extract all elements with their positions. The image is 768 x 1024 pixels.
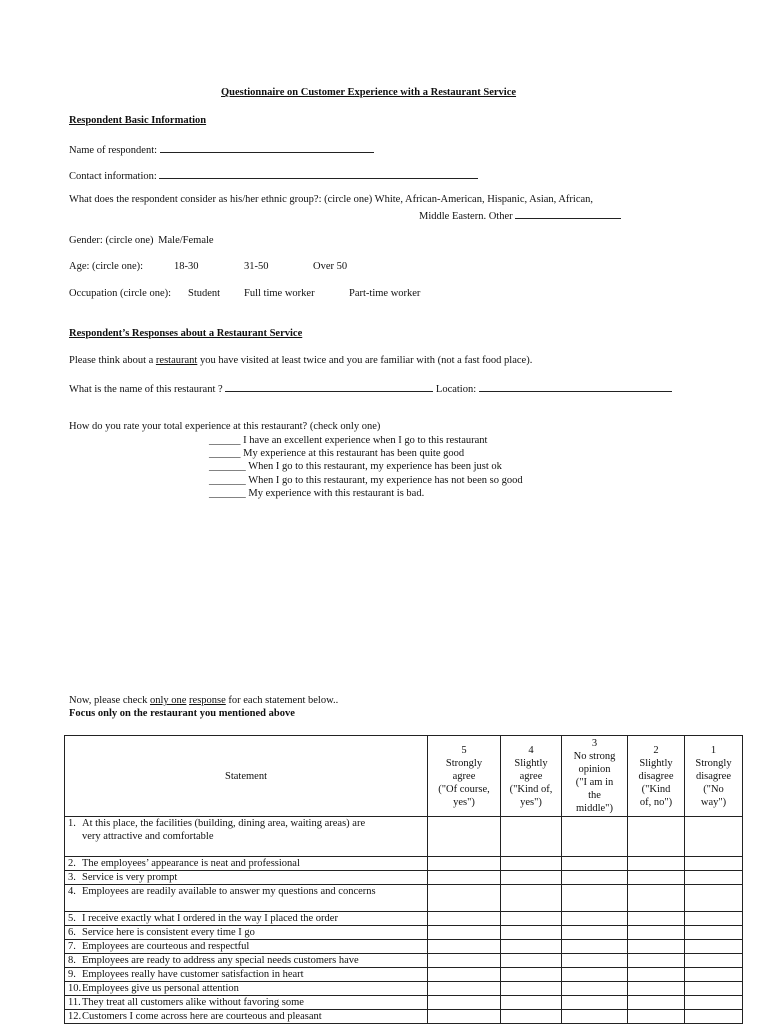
rate-question: How do you rate your total experience at this restaurant? (check only one) xyxy=(69,421,381,432)
statement-text: Customers I come across here are courteous and pleasant xyxy=(82,1011,322,1022)
statement-cell xyxy=(65,926,428,940)
scale-line: Strongly xyxy=(445,757,483,769)
ethnic-other-row xyxy=(419,208,621,222)
instruction-only-one: only one xyxy=(149,695,187,706)
scale-line: No strong xyxy=(573,751,616,762)
statement-text: Employees give us personal attention xyxy=(82,983,239,994)
page-title: Questionnaire on Customer Experience with a Restaurant Service xyxy=(221,87,517,98)
rate-option-blank[interactable]: _______ xyxy=(209,488,246,499)
rate-option-3[interactable] xyxy=(209,461,502,472)
response-cell-2[interactable] xyxy=(628,1010,685,1024)
statement-number: 5. xyxy=(68,913,76,924)
response-cell-4[interactable] xyxy=(501,982,562,996)
age-option-over-50[interactable]: Over 50 xyxy=(313,261,348,272)
statement-number: 2. xyxy=(68,858,76,869)
response-cell-1[interactable] xyxy=(685,817,743,857)
restaurant-name-blank[interactable] xyxy=(225,381,433,392)
rate-option-blank[interactable]: ______ xyxy=(209,448,241,459)
statement-cell xyxy=(65,1010,428,1024)
statement-text: Service is very prompt xyxy=(82,872,178,883)
response-cell-1[interactable] xyxy=(685,857,743,871)
response-cell-5[interactable] xyxy=(428,940,501,954)
response-cell-3[interactable] xyxy=(562,982,628,996)
rate-option-text: My experience with this restaurant is bad. xyxy=(248,488,425,499)
contact-field-row xyxy=(69,168,478,182)
instruction-post: for each statement below.. xyxy=(228,695,339,706)
statement-number: 12. xyxy=(68,1011,82,1022)
rate-option-text: My experience at this restaurant has been quite good xyxy=(243,448,465,459)
focus-note: Focus only on the restaurant you mentioned above xyxy=(69,708,295,719)
age-label: Age: (circle one): xyxy=(69,261,144,272)
intro-restaurant-word: restaurant xyxy=(155,355,198,366)
rate-option-5[interactable] xyxy=(209,488,424,499)
restaurant-name-label: What is the name of this restaurant ? xyxy=(69,384,223,395)
response-cell-4[interactable] xyxy=(501,926,562,940)
scale-line: yes") xyxy=(453,796,475,808)
response-cell-4[interactable] xyxy=(501,968,562,982)
statement-number: 10. xyxy=(68,983,82,994)
statement-number: 8. xyxy=(68,955,76,966)
response-cell-4[interactable] xyxy=(501,817,562,857)
scale-line: of, no") xyxy=(639,796,673,808)
statement-header: Statement xyxy=(65,736,428,817)
scale-header-1 xyxy=(685,736,743,817)
scale-line: agree xyxy=(519,770,543,782)
statement-text: I receive exactly what I ordered in the way I placed the order xyxy=(82,913,338,924)
statement-number: 6. xyxy=(68,927,76,938)
statement-text: Service here is consistent every time I go xyxy=(82,927,255,938)
age-option-31-50[interactable]: 31-50 xyxy=(244,261,269,272)
statement-text: At this place, the facilities (building, dining area, waiting areas) are xyxy=(82,818,366,829)
table-row xyxy=(65,912,743,926)
response-cell-2[interactable] xyxy=(628,982,685,996)
contact-blank[interactable] xyxy=(159,168,478,179)
response-cell-2[interactable] xyxy=(628,954,685,968)
rate-option-text: When I go to this restaurant, my experience has not been so good xyxy=(248,475,523,486)
response-cell-4[interactable] xyxy=(501,912,562,926)
gender-options[interactable]: Male/Female xyxy=(158,235,214,246)
statement-text: Employees are courteous and respectful xyxy=(82,941,250,952)
response-cell-1[interactable] xyxy=(685,926,743,940)
scale-line: opinion xyxy=(578,764,611,775)
scale-line: ("I am in xyxy=(575,777,614,788)
response-cell-3[interactable] xyxy=(562,817,628,857)
table-row xyxy=(65,871,743,885)
ethnic-question: What does the respondent consider as his/her ethnic group?: (circle one) White, African-American, Hispanic, Asian, African, xyxy=(69,194,594,205)
gender-label: Gender: (circle one) xyxy=(69,235,154,246)
statement-cell xyxy=(65,817,428,857)
rate-option-blank[interactable]: _______ xyxy=(209,475,246,486)
response-cell-4[interactable] xyxy=(501,940,562,954)
response-cell-2[interactable] xyxy=(628,817,685,857)
rate-option-text: When I go to this restaurant, my experience has been just ok xyxy=(248,461,502,472)
scale-line: ("No xyxy=(703,783,724,795)
response-cell-4[interactable] xyxy=(501,954,562,968)
instruction-response: response xyxy=(189,695,226,706)
occupation-label: Occupation (circle one): xyxy=(69,288,172,299)
statement-number: 3. xyxy=(68,872,76,883)
response-cell-3[interactable] xyxy=(562,926,628,940)
response-cell-1[interactable] xyxy=(685,1010,743,1024)
statement-cell xyxy=(65,954,428,968)
instruction-pre: Now, please check xyxy=(69,695,148,706)
response-cell-4[interactable] xyxy=(501,996,562,1010)
table-row xyxy=(65,982,743,996)
intro-pre: Please think about a xyxy=(69,355,154,366)
response-cell-3[interactable] xyxy=(562,885,628,912)
restaurant-name-row xyxy=(69,381,672,395)
statement-cell xyxy=(65,885,428,912)
statement-text: Employees are ready to address any special needs customers have xyxy=(82,955,359,966)
response-cell-1[interactable] xyxy=(685,912,743,926)
statement-text: They treat all customers alike without favoring some xyxy=(82,997,304,1008)
scale-line: ("Of course, xyxy=(438,783,490,795)
scale-line: Strongly xyxy=(695,757,732,769)
scale-line: disagree xyxy=(638,770,674,782)
response-cell-5[interactable] xyxy=(428,817,501,857)
response-cell-1[interactable] xyxy=(685,954,743,968)
scale-number: 3 xyxy=(591,738,598,749)
statement-cell xyxy=(65,968,428,982)
statement-cell xyxy=(65,940,428,954)
table-row xyxy=(65,954,743,968)
statement-cell xyxy=(65,857,428,871)
intro-post: you have visited at least twice and you are familiar with (not a fast food place). xyxy=(199,355,533,366)
scale-line: ("Kind xyxy=(641,783,671,795)
name-label: Name of respondent: xyxy=(69,145,158,156)
statement-text: The employees’ appearance is neat and professional xyxy=(82,858,300,869)
response-cell-5[interactable] xyxy=(428,885,501,912)
response-cell-2[interactable] xyxy=(628,926,685,940)
response-cell-3[interactable] xyxy=(562,871,628,885)
response-cell-4[interactable] xyxy=(501,871,562,885)
table-row xyxy=(65,817,743,857)
table-header-row xyxy=(65,736,743,817)
table-row xyxy=(65,885,743,912)
occupation-option-student[interactable]: Student xyxy=(188,288,221,299)
occupation-option-full-time[interactable]: Full time worker xyxy=(244,288,315,299)
table-instruction xyxy=(69,695,338,706)
response-cell-5[interactable] xyxy=(428,968,501,982)
scale-header-2 xyxy=(628,736,685,817)
response-cell-3[interactable] xyxy=(562,968,628,982)
response-cell-2[interactable] xyxy=(628,940,685,954)
table-row xyxy=(65,968,743,982)
response-cell-2[interactable] xyxy=(628,885,685,912)
scale-line: way") xyxy=(700,796,727,808)
scale-header-5 xyxy=(428,736,501,817)
statement-text: Employees are readily available to answer my questions and concerns xyxy=(82,886,376,897)
response-cell-5[interactable] xyxy=(428,912,501,926)
response-cell-2[interactable] xyxy=(628,996,685,1010)
occupation-option-part-time[interactable]: Part-time worker xyxy=(349,288,421,299)
statement-number: 4. xyxy=(68,886,76,897)
response-cell-3[interactable] xyxy=(562,1010,628,1024)
response-cell-5[interactable] xyxy=(428,871,501,885)
table-row xyxy=(65,996,743,1010)
ethnic-other-label: Middle Eastern. Other xyxy=(419,211,513,222)
response-cell-3[interactable] xyxy=(562,912,628,926)
rating-table xyxy=(64,735,743,1024)
scale-line: Slightly xyxy=(514,757,548,769)
scale-line: ("Kind of, xyxy=(509,783,553,795)
response-cell-4[interactable] xyxy=(501,857,562,871)
scale-line: middle") xyxy=(576,803,613,814)
name-field-row xyxy=(69,142,374,156)
rate-option-blank[interactable]: _______ xyxy=(209,461,246,472)
contact-label: Contact information: xyxy=(69,171,157,182)
statement-cell xyxy=(65,996,428,1010)
rate-option-blank[interactable]: ______ xyxy=(209,435,241,446)
response-cell-2[interactable] xyxy=(628,968,685,982)
response-cell-5[interactable] xyxy=(428,982,501,996)
response-cell-5[interactable] xyxy=(428,954,501,968)
response-cell-5[interactable] xyxy=(428,1010,501,1024)
response-cell-4[interactable] xyxy=(501,885,562,912)
response-cell-2[interactable] xyxy=(628,857,685,871)
age-option-18-30[interactable]: 18-30 xyxy=(174,261,199,272)
response-cell-1[interactable] xyxy=(685,940,743,954)
table-row xyxy=(65,1010,743,1024)
scale-line: agree xyxy=(452,770,476,782)
scale-number: 1 xyxy=(710,744,717,756)
statement-rows xyxy=(65,817,743,1024)
section-heading-basic-info: Respondent Basic Information xyxy=(69,115,207,126)
response-cell-2[interactable] xyxy=(628,912,685,926)
response-cell-5[interactable] xyxy=(428,926,501,940)
scale-header-3 xyxy=(562,736,628,817)
response-cell-5[interactable] xyxy=(428,857,501,871)
restaurant-intro xyxy=(69,355,532,366)
statement-text: Employees really have customer satisfaction in heart xyxy=(82,969,304,980)
scale-line: disagree xyxy=(696,770,731,782)
gender-row xyxy=(69,235,214,246)
rate-option-4[interactable] xyxy=(209,475,523,486)
table-row xyxy=(65,940,743,954)
scale-line: yes") xyxy=(520,796,542,808)
statement-number: 11. xyxy=(68,997,81,1008)
response-cell-1[interactable] xyxy=(685,885,743,912)
statement-number: 1. xyxy=(68,818,76,829)
statement-number: 7. xyxy=(68,941,76,952)
response-cell-1[interactable] xyxy=(685,982,743,996)
response-cell-1[interactable] xyxy=(685,968,743,982)
name-blank[interactable] xyxy=(160,142,374,153)
table-row xyxy=(65,926,743,940)
scale-line: Slightly xyxy=(639,757,673,769)
section-heading-responses: Respondent’s Responses about a Restaurant Service xyxy=(69,328,303,339)
response-cell-3[interactable] xyxy=(562,857,628,871)
response-cell-3[interactable] xyxy=(562,954,628,968)
rate-option-1[interactable] xyxy=(209,435,487,446)
response-cell-1[interactable] xyxy=(685,996,743,1010)
table-row xyxy=(65,857,743,871)
scale-line: the xyxy=(588,790,601,801)
scale-number: 5 xyxy=(461,744,467,756)
response-cell-3[interactable] xyxy=(562,996,628,1010)
rate-option-text: I have an excellent experience when I go to this restaurant xyxy=(243,435,488,446)
response-cell-1[interactable] xyxy=(685,871,743,885)
rate-option-2[interactable] xyxy=(209,448,464,459)
ethnic-other-blank[interactable] xyxy=(515,208,621,219)
statement-text-continued: very attractive and comfortable xyxy=(82,831,214,842)
statement-number: 9. xyxy=(68,969,76,980)
statement-cell xyxy=(65,912,428,926)
response-cell-3[interactable] xyxy=(562,940,628,954)
statement-cell xyxy=(65,871,428,885)
scale-number: 4 xyxy=(528,744,534,756)
statement-cell xyxy=(65,982,428,996)
response-cell-5[interactable] xyxy=(428,996,501,1010)
response-cell-2[interactable] xyxy=(628,871,685,885)
location-blank[interactable] xyxy=(479,381,672,392)
scale-header-4 xyxy=(501,736,562,817)
response-cell-4[interactable] xyxy=(501,1010,562,1024)
scale-number: 2 xyxy=(653,744,659,756)
location-label: Location: xyxy=(435,384,477,395)
